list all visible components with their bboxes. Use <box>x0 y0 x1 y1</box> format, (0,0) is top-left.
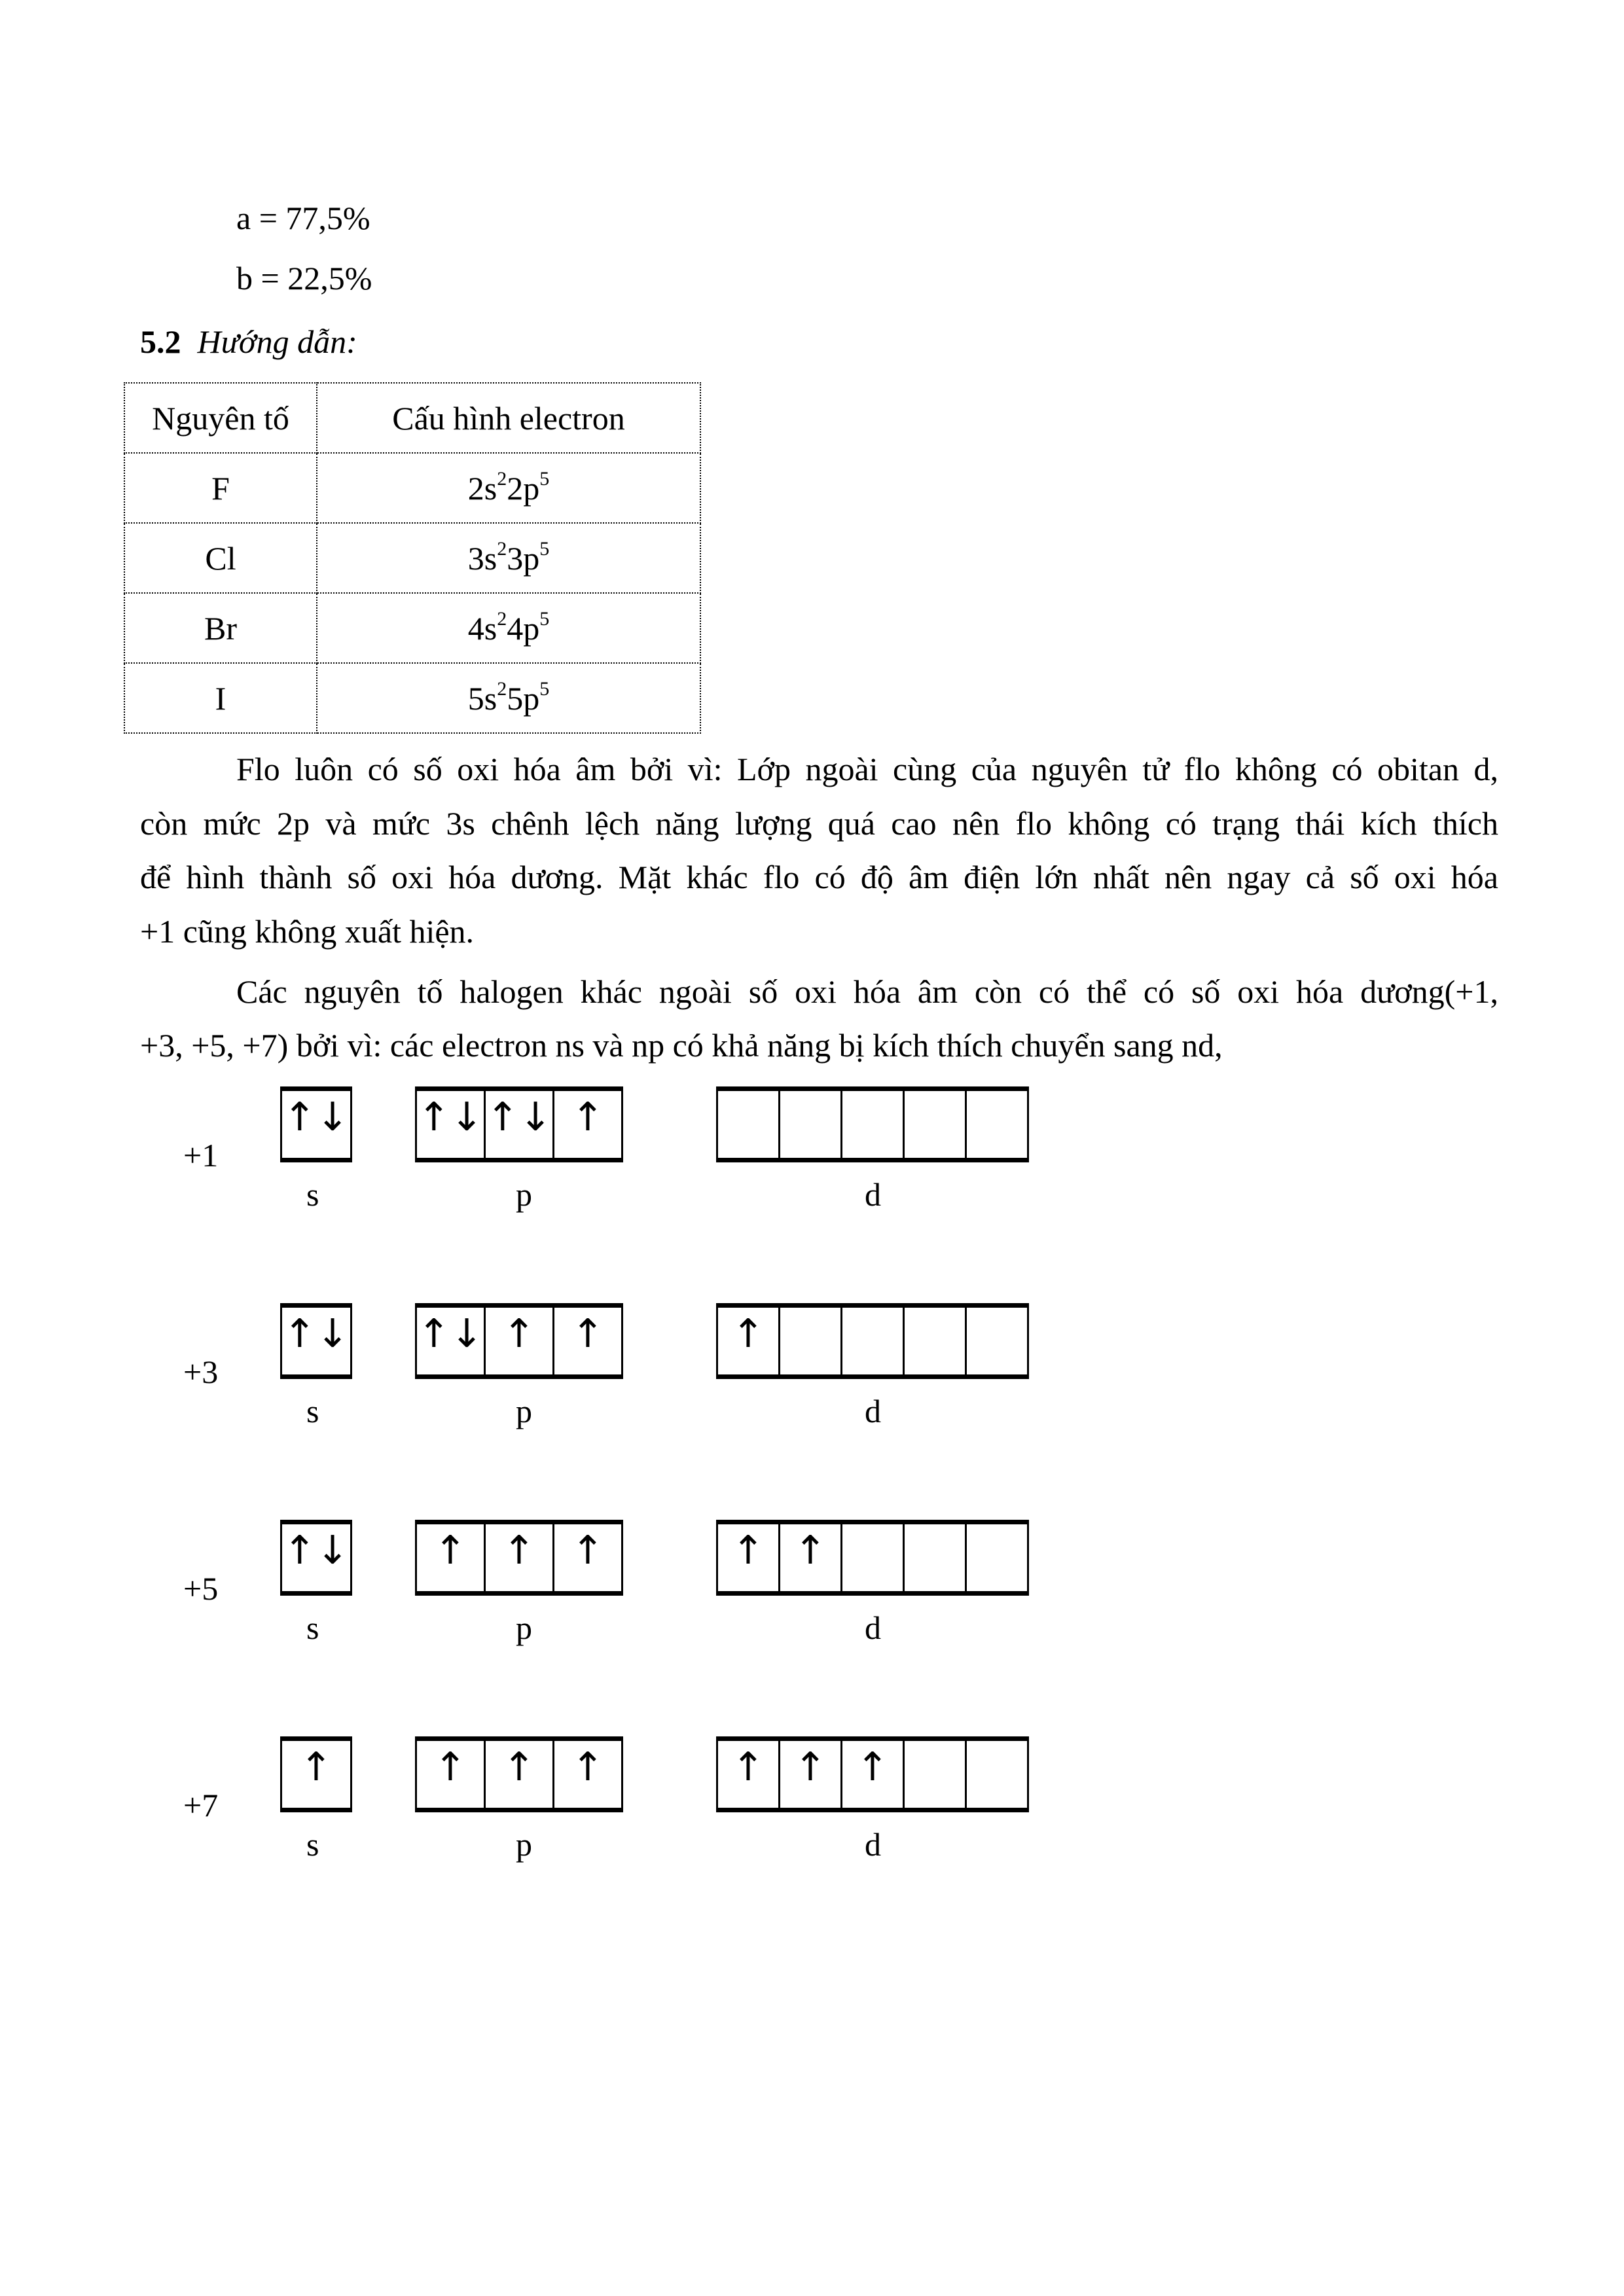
d-orbital-label: d <box>865 1826 881 1863</box>
config-cell: $3s^23p^5$ <box>317 523 700 593</box>
d-orbital-box <box>716 1736 1029 1812</box>
result-a: a = 77,5% <box>236 200 370 236</box>
electron-arrows-icon: ↑ <box>571 1528 605 1573</box>
element-cell: Cl <box>124 523 317 593</box>
oxidation-state-label: +5 <box>183 1570 219 1607</box>
table-row <box>124 523 700 593</box>
empty-orbital-cell <box>967 1308 1027 1374</box>
element-cell: I <box>124 663 317 733</box>
empty-orbital-cell <box>842 1091 905 1158</box>
empty-orbital-cell <box>780 1308 842 1374</box>
table-row <box>124 663 700 733</box>
table-row <box>124 453 700 523</box>
electron-arrows-icon: ↑↓ <box>486 1091 554 1158</box>
s-orbital-label: s <box>306 1176 319 1213</box>
electron-arrows-icon: ↑ <box>571 1744 605 1790</box>
table-header-row <box>124 383 700 453</box>
electron-arrows-icon: ↑↓ <box>283 1528 350 1573</box>
paragraph2-line: Các nguyên tố halogen khác ngoài số oxi hóa âm còn có thể có số oxi hóa dương(+1, <box>236 973 1498 1010</box>
electron-arrows-icon: ↑ <box>718 1741 780 1808</box>
electron-arrows-icon: ↑↓ <box>417 1308 486 1374</box>
empty-orbital-cell <box>780 1091 842 1158</box>
config-cell: $2s^22p^5$ <box>317 453 700 523</box>
empty-orbital-cell <box>967 1091 1027 1158</box>
paragraph1-line: còn mức 2p và mức 3s chênh lệch năng lượng quá cao nên flo không có trạng thái kích thích <box>140 805 1498 842</box>
s-orbital-label: s <box>306 1826 319 1863</box>
p-orbital-box <box>415 1520 623 1596</box>
config-cell: $5s^25p^5$ <box>317 663 700 733</box>
oxidation-state-label: +7 <box>183 1787 219 1823</box>
empty-orbital-cell <box>905 1741 967 1808</box>
empty-orbital-cell <box>905 1308 967 1374</box>
d-orbital-label: d <box>865 1393 881 1429</box>
s-orbital-label: s <box>306 1609 319 1646</box>
empty-orbital-cell <box>718 1091 780 1158</box>
d-orbital-box <box>716 1086 1029 1162</box>
s-orbital-box <box>280 1303 352 1379</box>
s-orbital-label: s <box>306 1393 319 1429</box>
oxidation-state-label: +3 <box>183 1354 219 1390</box>
oxidation-state-label: +1 <box>183 1137 219 1174</box>
d-orbital-label: d <box>865 1176 881 1213</box>
s-orbital-box <box>280 1086 352 1162</box>
config-cell: $4s^24p^5$ <box>317 593 700 663</box>
empty-orbital-cell <box>842 1524 905 1591</box>
p-orbital-label: p <box>516 1176 532 1213</box>
electron-arrows-icon: ↑ <box>718 1524 780 1591</box>
section-number: 5.2 <box>140 323 181 360</box>
electron-arrows-icon: ↑ <box>299 1744 333 1790</box>
d-orbital-box <box>716 1303 1029 1379</box>
electron-arrows-icon: ↑↓ <box>283 1094 350 1140</box>
result-b: b = 22,5% <box>236 260 372 296</box>
p-orbital-box <box>415 1736 623 1812</box>
p-orbital-label: p <box>516 1609 532 1646</box>
paragraph1-line: Flo luôn có số oxi hóa âm bởi vì: Lớp ngoài cùng của nguyên tử flo không có obitan d, <box>236 751 1498 787</box>
s-orbital-box <box>280 1736 352 1812</box>
section-title: Hướng dẫn: <box>197 323 357 360</box>
electron-arrows-icon: ↑ <box>417 1741 486 1808</box>
element-cell: Br <box>124 593 317 663</box>
d-orbital-label: d <box>865 1609 881 1646</box>
header-config: Cấu hình electron <box>317 383 700 453</box>
empty-orbital-cell <box>905 1524 967 1591</box>
p-orbital-box <box>415 1086 623 1162</box>
header-element: Nguyên tố <box>124 383 317 453</box>
paragraph2-line: +3, +5, +7) bởi vì: các electron ns và np có khả năng bị kích thích chuyển sang nd, <box>140 1027 1223 1064</box>
electron-arrows-icon: ↑ <box>417 1524 486 1591</box>
d-orbital-box <box>716 1520 1029 1596</box>
electron-arrows-icon: ↑ <box>780 1741 842 1808</box>
electron-arrows-icon: ↑ <box>571 1311 605 1357</box>
empty-orbital-cell <box>967 1524 1027 1591</box>
electron-arrows-icon: ↑↓ <box>417 1091 486 1158</box>
electron-arrows-icon: ↑ <box>842 1741 905 1808</box>
electron-arrows-icon: ↑ <box>718 1308 780 1374</box>
electron-arrows-icon: ↑ <box>486 1741 554 1808</box>
electron-config-table <box>124 382 701 734</box>
paragraph1-line: để hình thành số oxi hóa dương. Mặt khác flo có độ âm điện lớn nhất nên ngay cả số oxi hóa <box>140 859 1498 895</box>
table-row <box>124 593 700 663</box>
element-cell: F <box>124 453 317 523</box>
p-orbital-label: p <box>516 1393 532 1429</box>
electron-arrows-icon: ↑ <box>486 1524 554 1591</box>
electron-arrows-icon: ↑ <box>780 1524 842 1591</box>
empty-orbital-cell <box>905 1091 967 1158</box>
empty-orbital-cell <box>967 1741 1027 1808</box>
p-orbital-box <box>415 1303 623 1379</box>
electron-arrows-icon: ↑ <box>571 1094 605 1140</box>
paragraph1-line: +1 cũng không xuất hiện. <box>140 913 475 950</box>
electron-arrows-icon: ↑↓ <box>283 1311 350 1357</box>
p-orbital-label: p <box>516 1826 532 1863</box>
section-heading <box>140 325 357 358</box>
electron-arrows-icon: ↑ <box>486 1308 554 1374</box>
s-orbital-box <box>280 1520 352 1596</box>
empty-orbital-cell <box>842 1308 905 1374</box>
